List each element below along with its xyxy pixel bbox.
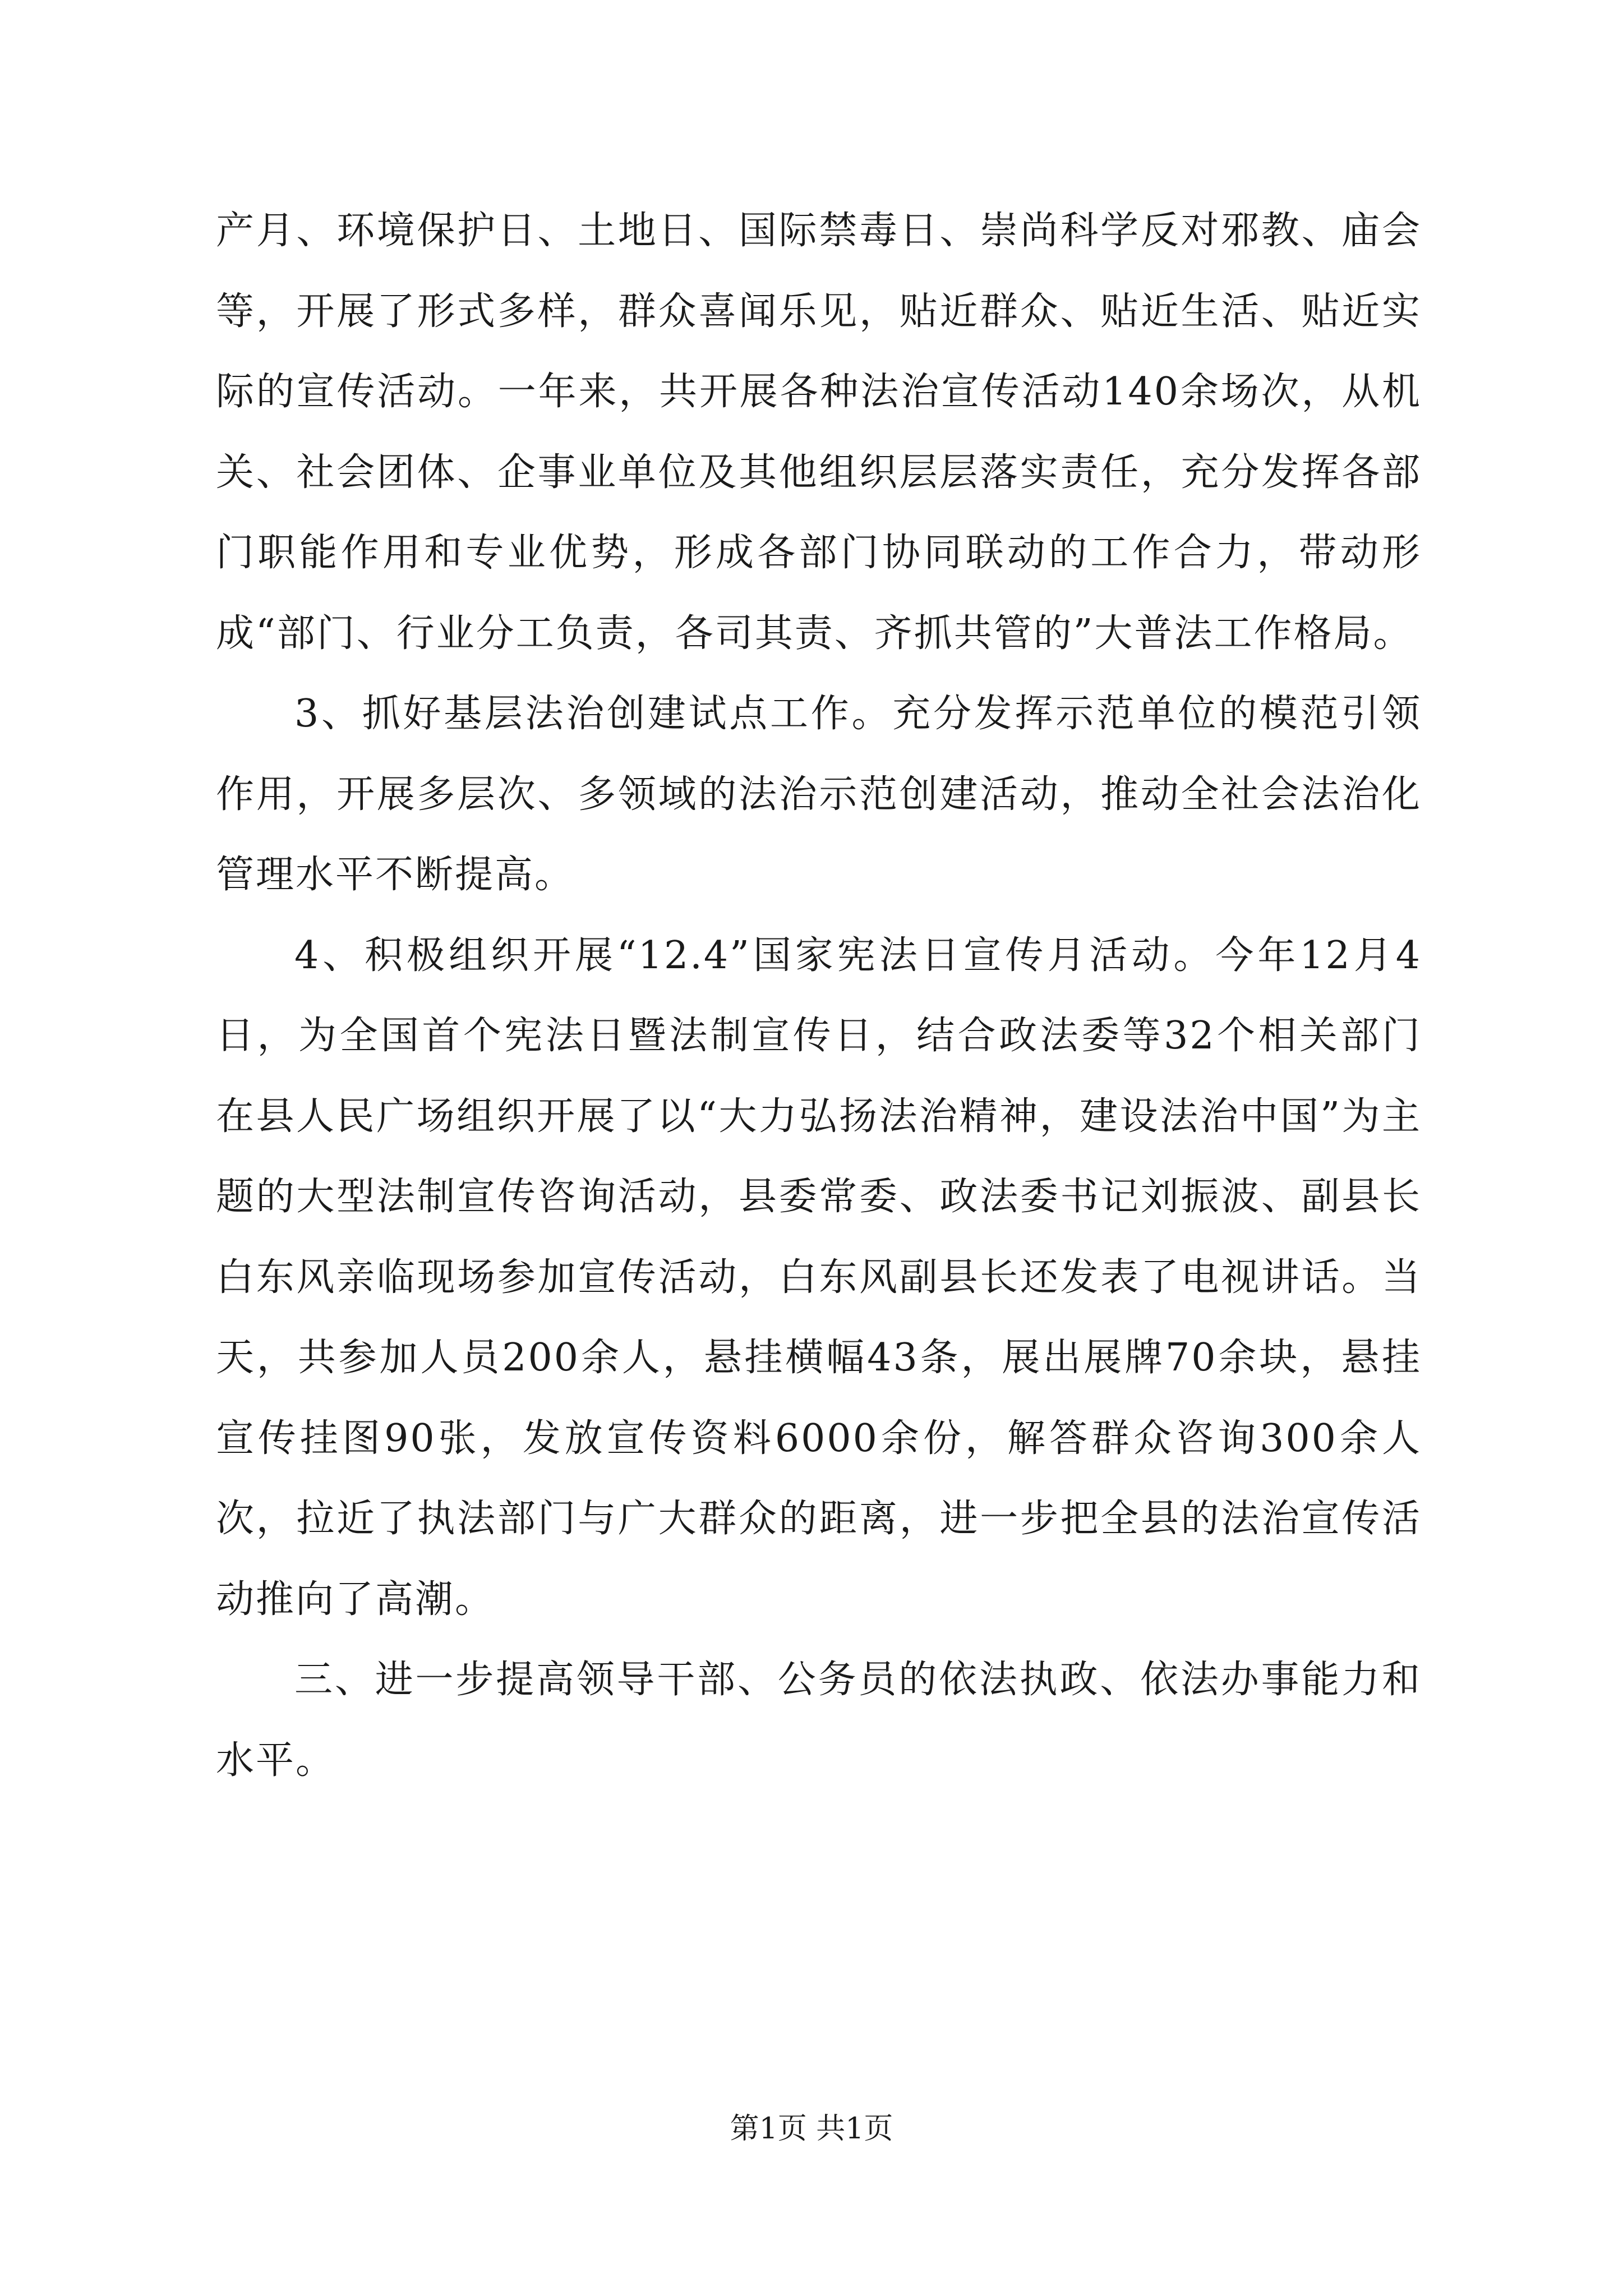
paragraph-section-3: 三、进一步提高领导干部、公务员的依法执政、依法办事能力和水平。 bbox=[216, 1658, 1422, 1783]
document-body bbox=[216, 191, 1422, 1801]
paragraph-item-4: 4、积极组织开展“12.4”国家宪法日宣传月活动。今年12月4日，为全国首个宪法日暨法制宣传日，结合政法委等32个相关部门在县人民广场组织开展了以“大力弘扬法治精神，建设法治中国”为主题的大型法制宣传咨询活动，县委常委、政法委书记刘振波、副县长白东风亲临现场参加宣传活动，白东风副县长还发表了电视讲话。当天，共参加人员200余人，悬挂横幅43条，展出展牌70余块，悬挂宣传挂图90张，发放宣传资料6000余份，解答群众咨询300余人次，拉近了执法部门与广大群众的距离，进一步把全县的法治宣传活动推向了高潮。 bbox=[216, 933, 1422, 1622]
paragraph-continuation: 产月、环境保护日、土地日、国际禁毒日、崇尚科学反对邪教、庙会等，开展了形式多样，群众喜闻乐见，贴近群众、贴近生活、贴近实际的宣传活动。一年来，共开展各种法治宣传活动140余场次，从机关、社会团体、企事业单位及其他组织层层落实责任，充分发挥各部门职能作用和专业优势，形成各部门协同联动的工作合力，带动形成“部门、行业分工负责，各司其责、齐抓共管的”大普法工作格局。 bbox=[216, 209, 1422, 656]
paragraph-item-3: 3、抓好基层法治创建试点工作。充分发挥示范单位的模范引领作用，开展多层次、多领域的法治示范创建活动，推动全社会法治化管理水平不断提高。 bbox=[216, 692, 1422, 897]
page-footer: 第1页 共1页 bbox=[730, 2112, 893, 2146]
